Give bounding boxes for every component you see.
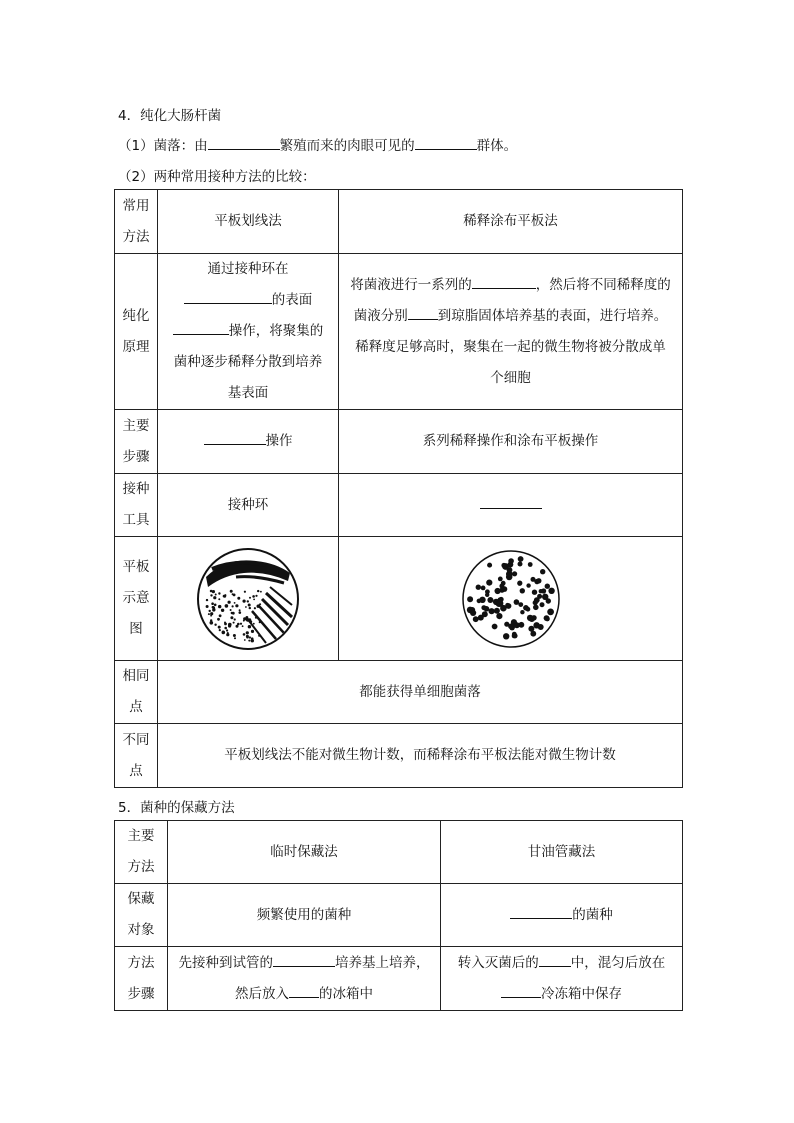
colony-dot xyxy=(218,592,220,594)
cell-glycerol-target: 的菌种 xyxy=(441,884,683,947)
colony-dot xyxy=(502,563,509,570)
colony-dot xyxy=(467,596,473,602)
colony-dot xyxy=(243,599,246,602)
colony-dot xyxy=(255,594,257,596)
row-label: 纯化 原理 xyxy=(115,254,158,410)
colony-dot xyxy=(217,617,220,620)
colony-dot xyxy=(543,594,548,599)
colony-dot xyxy=(244,639,246,641)
colony-dot xyxy=(530,630,536,636)
cell-streak-steps: 操作 xyxy=(158,410,339,474)
colony-dot xyxy=(213,607,215,609)
section-4-heading: 4．纯化大肠杆菌 xyxy=(118,108,222,124)
colony-dot xyxy=(503,633,509,639)
colony-dot xyxy=(210,612,213,615)
colony-dot xyxy=(519,588,524,593)
colony-dot xyxy=(234,637,236,639)
colony-dot xyxy=(206,605,209,608)
colony-dot xyxy=(485,592,489,596)
colony-dot xyxy=(219,614,222,617)
colony-dot xyxy=(230,589,233,592)
comparison-intro: （2）两种常用接种方法的比较： xyxy=(118,169,316,185)
colony-dot xyxy=(214,603,217,606)
row-label: 接种 工具 xyxy=(115,474,158,537)
colony-dot xyxy=(258,634,260,636)
colony-dot xyxy=(533,597,539,603)
colony-dot xyxy=(218,604,221,607)
colony-dot xyxy=(548,587,554,593)
inoculation-comparison-table xyxy=(114,189,683,788)
colony-dot xyxy=(253,598,255,600)
colony-dot xyxy=(257,604,260,607)
colony-dot xyxy=(527,562,532,567)
colony-dot xyxy=(487,597,493,603)
cell-spread-tool xyxy=(339,474,683,537)
cell-similarity: 都能获得单细胞菌落 xyxy=(158,661,683,724)
colony-dot xyxy=(249,636,251,638)
colony-dot xyxy=(211,602,214,605)
colony-dot xyxy=(248,639,250,641)
colony-dot xyxy=(208,613,210,615)
colony-dot xyxy=(520,610,524,614)
colony-dot xyxy=(518,602,523,607)
cell-spread-diagram xyxy=(339,537,683,661)
cell-glycerol-steps: 转入灭菌后的 中，混匀后放在 冷冻箱中保存 xyxy=(441,947,683,1011)
colony-dot xyxy=(233,621,235,623)
row-label: 保藏 对象 xyxy=(115,884,168,947)
colony-dot xyxy=(496,613,502,619)
colony-dot xyxy=(494,587,500,593)
blank-line xyxy=(173,320,229,335)
colony-dot xyxy=(544,616,549,621)
table-row xyxy=(115,537,683,661)
blank-line xyxy=(510,904,572,919)
colony-dot xyxy=(218,625,221,628)
colony-dot xyxy=(248,603,251,606)
blank-line xyxy=(273,952,335,967)
section-5-heading: 5．菌种的保藏方法 xyxy=(118,800,235,816)
colony-dot xyxy=(517,556,523,562)
colony-dot xyxy=(232,593,234,595)
colony-dot xyxy=(240,622,242,624)
colony-dot xyxy=(246,618,249,621)
blank-line xyxy=(480,494,542,509)
colony-dot xyxy=(249,606,251,608)
colony-dot xyxy=(222,630,226,634)
blank-line xyxy=(408,305,438,320)
colony-dot xyxy=(488,608,494,614)
colony-dot xyxy=(253,612,255,614)
colony-dot xyxy=(247,600,249,602)
colony-dot xyxy=(226,629,228,631)
colony-definition-line xyxy=(118,134,517,154)
colony-text-c: 群体。 xyxy=(476,138,518,154)
cell-difference: 平板划线法不能对微生物计数，而稀释涂布平板法能对微生物计数 xyxy=(158,724,683,788)
colony-dot xyxy=(513,623,517,627)
cell-streak-principle: 通过接种环在 的表面 操作，将聚集的 菌种逐步稀释分散到培养 基表面 xyxy=(158,254,339,410)
colony-dot xyxy=(500,580,505,585)
colony-dot xyxy=(493,607,499,613)
colony-dot xyxy=(475,584,480,589)
colony-dot xyxy=(233,634,236,637)
streak-plate-diagram xyxy=(196,547,300,651)
table-row xyxy=(115,410,683,474)
row-label: 主要 方法 xyxy=(115,821,168,884)
colony-dot xyxy=(236,624,239,627)
colony-dot xyxy=(212,590,215,593)
colony-dot xyxy=(505,602,510,607)
colony-dot xyxy=(496,599,503,606)
cell-spread-plate: 稀释涂布平板法 xyxy=(339,190,683,254)
colony-dot xyxy=(209,609,211,611)
blank-line xyxy=(208,135,280,150)
colony-dot xyxy=(541,588,546,593)
row-label: 主要 步骤 xyxy=(115,410,158,474)
row-label: 平板 示意 图 xyxy=(115,537,158,661)
colony-text-b: 繁殖而来的肉眼可见的 xyxy=(279,138,415,154)
colony-dot xyxy=(483,606,489,612)
table-row xyxy=(115,190,683,254)
colony-dot xyxy=(497,576,502,581)
colony-dot xyxy=(253,622,255,624)
colony-dot xyxy=(504,621,509,626)
colony-dot xyxy=(254,607,256,609)
colony-dot xyxy=(512,571,517,576)
colony-dot xyxy=(242,625,244,627)
colony-dot xyxy=(214,623,216,625)
colony-dot xyxy=(540,569,545,574)
colony-dot xyxy=(223,594,226,597)
colony-dot xyxy=(547,608,554,615)
row-label: 常用 方法 xyxy=(115,190,158,254)
blank-line xyxy=(289,983,319,998)
colony-dot xyxy=(544,583,549,588)
colony-dot xyxy=(517,561,522,566)
colony-dot xyxy=(243,633,246,636)
colony-dot xyxy=(219,629,221,631)
table-row xyxy=(115,254,683,410)
blank-line xyxy=(204,430,266,445)
colony-dot xyxy=(213,596,216,599)
colony-dot xyxy=(508,558,514,564)
colony-dot xyxy=(244,590,246,592)
colony-dot xyxy=(245,606,247,608)
colony-dot xyxy=(525,606,530,611)
colony-dot xyxy=(246,631,249,634)
colony-dot xyxy=(260,590,262,592)
colony-dot xyxy=(526,614,532,620)
cell-temporary-steps: 先接种到试管的 培养基上培养， 然后放入 的冰箱中 xyxy=(168,947,441,1011)
colony-dot xyxy=(206,598,208,600)
cell-glycerol-method: 甘油管藏法 xyxy=(441,821,683,884)
colony-dot xyxy=(228,624,231,627)
colony-dot xyxy=(512,633,517,638)
blank-line xyxy=(539,952,571,967)
colony-dot xyxy=(226,633,229,636)
colony-dot xyxy=(259,621,261,623)
colony-dot xyxy=(481,611,487,617)
blank-line xyxy=(472,274,536,289)
colony-dot xyxy=(536,578,541,583)
colony-dot xyxy=(239,611,242,614)
colony-dot xyxy=(237,596,240,599)
cell-temporary-target: 频繁使用的菌种 xyxy=(168,884,441,947)
cell-streak-diagram xyxy=(158,537,339,661)
colony-dot xyxy=(533,604,539,610)
colony-dot xyxy=(470,609,476,615)
colony-dot xyxy=(215,593,217,595)
table-row xyxy=(115,724,683,788)
spread-plate-diagram xyxy=(461,549,561,649)
colony-dot xyxy=(210,614,212,616)
colony-dot xyxy=(231,611,233,613)
table-row xyxy=(115,474,683,537)
colony-dot xyxy=(224,626,227,629)
colony-dot xyxy=(221,608,224,611)
cell-streak-plate: 平板划线法 xyxy=(158,190,339,254)
blank-line xyxy=(501,983,541,998)
cell-spread-steps: 系列稀释操作和涂布平板操作 xyxy=(339,410,683,474)
cell-spread-principle: 将菌液进行一系列的 ，然后将不同稀释度的 菌液分别 到琼脂固体培养基的表面，进行培养。 稀释度足够高时，聚集在一起的微生物将被分散成单 个细胞 xyxy=(339,254,683,410)
blank-line xyxy=(184,289,272,304)
colony-text-a: （1）菌落：由 xyxy=(118,138,208,154)
colony-dot xyxy=(486,579,492,585)
row-label: 方法 步骤 xyxy=(115,947,168,1011)
table-row xyxy=(115,947,683,1011)
colony-dot xyxy=(491,623,497,629)
colony-dot xyxy=(480,585,485,590)
blank-line xyxy=(415,135,477,150)
row-label: 相同 点 xyxy=(115,661,158,724)
colony-dot xyxy=(539,602,544,607)
colony-dot xyxy=(232,605,234,607)
colony-dot xyxy=(218,598,220,600)
colony-dot xyxy=(210,621,214,625)
colony-dot xyxy=(251,637,254,640)
colony-dot xyxy=(234,618,236,620)
colony-dot xyxy=(259,603,261,605)
colony-dot xyxy=(526,583,530,587)
colony-dot xyxy=(230,616,233,619)
colony-dot xyxy=(246,634,249,637)
colony-dot xyxy=(230,609,232,611)
colony-dot xyxy=(210,594,212,596)
colony-dot xyxy=(252,595,255,598)
colony-dot xyxy=(239,609,241,611)
colony-dot xyxy=(472,616,478,622)
colony-dot xyxy=(235,604,238,607)
strain-preservation-table xyxy=(114,820,683,1011)
colony-dot xyxy=(249,596,251,598)
colony-dot xyxy=(225,604,229,608)
colony-dot xyxy=(513,599,519,605)
colony-dot xyxy=(255,616,257,618)
colony-dot xyxy=(228,600,231,603)
row-label: 不同 点 xyxy=(115,724,158,788)
colony-dot xyxy=(533,622,539,628)
table-row xyxy=(115,661,683,724)
colony-dot xyxy=(531,589,536,594)
colony-dot xyxy=(257,589,259,591)
colony-dot xyxy=(243,619,245,621)
table-row xyxy=(115,884,683,947)
colony-dot xyxy=(487,562,492,567)
colony-dot xyxy=(251,629,254,632)
colony-dot xyxy=(479,596,485,602)
colony-dot xyxy=(224,622,227,625)
colony-dot xyxy=(234,602,236,604)
colony-dot xyxy=(248,625,251,628)
table-row xyxy=(115,821,683,884)
cell-temporary-method: 临时保藏法 xyxy=(168,821,441,884)
cell-streak-tool: 接种环 xyxy=(158,474,339,537)
colony-dot xyxy=(517,580,522,585)
